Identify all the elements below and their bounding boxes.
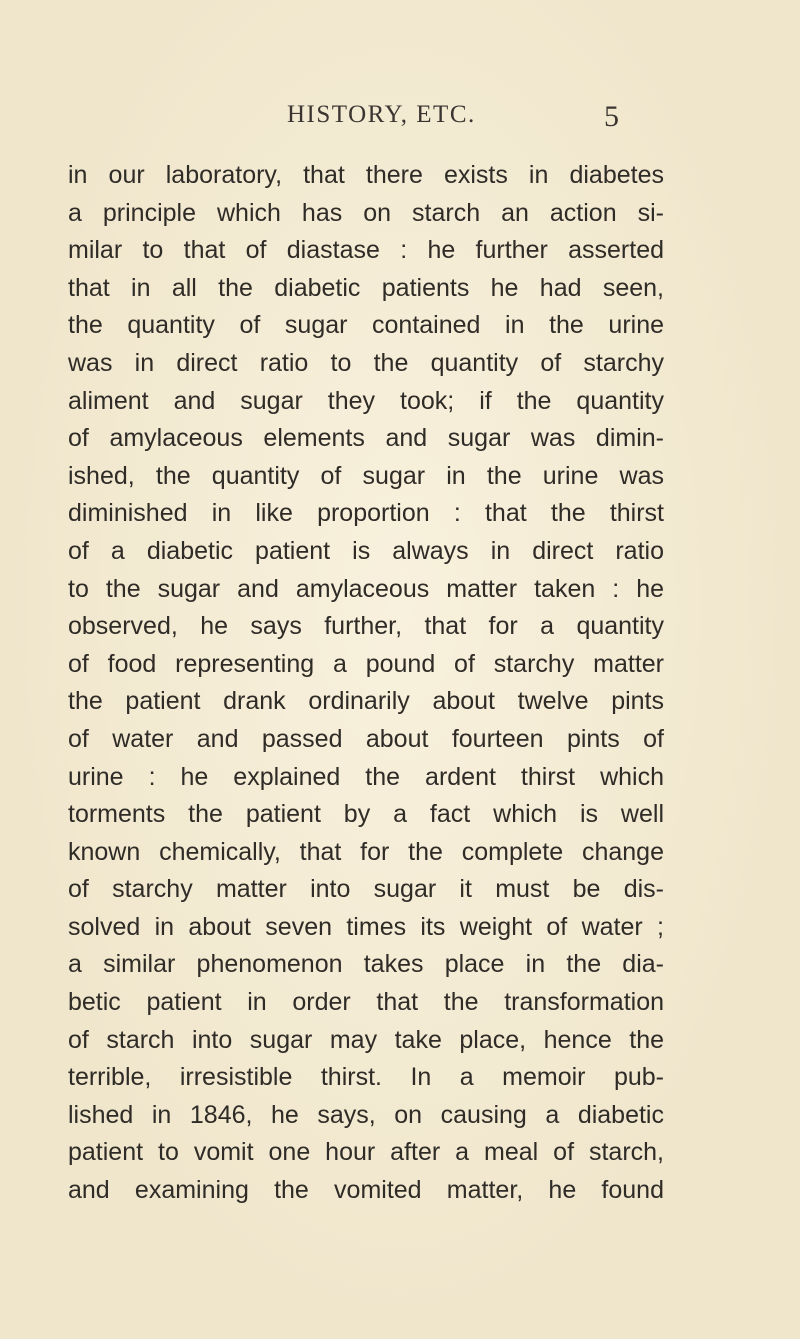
text-line: of starchy matter into sugar it must be dis- — [68, 875, 664, 904]
text-line: a similar phenomenon takes place in the dia- — [68, 950, 664, 979]
text-line: torments the patient by a fact which is well — [68, 800, 664, 829]
text-line: observed, he says further, that for a quantity — [68, 612, 664, 641]
running-head: HISTORY, ETC. — [287, 101, 476, 128]
text-line: betic patient in order that the transformation — [68, 988, 664, 1017]
text-line: to the sugar and amylaceous matter taken : he — [68, 574, 664, 603]
text-line: ished, the quantity of sugar in the urine was — [68, 461, 664, 490]
text-line: that in all the diabetic patients he had seen, — [68, 273, 664, 302]
text-line: the quantity of sugar contained in the urine — [68, 311, 664, 340]
text-line: of food representing a pound of starchy matter — [68, 649, 664, 678]
text-line: a principle which has on starch an action si- — [68, 198, 664, 227]
text-line: solved in about seven times its weight of water ; — [68, 912, 664, 941]
text-line: milar to that of diastase : he further asserted — [68, 236, 664, 265]
text-line: known chemically, that for the complete change — [68, 837, 664, 866]
text-line: of water and passed about fourteen pints of — [68, 724, 664, 753]
text-line: was in direct ratio to the quantity of starchy — [68, 348, 664, 377]
text-line: urine : he explained the ardent thirst which — [68, 762, 664, 791]
text-line: terrible, irresistible thirst. In a memoir pub- — [68, 1063, 664, 1092]
text-line: and examining the vomited matter, he found — [68, 1176, 664, 1205]
text-line: of starch into sugar may take place, hence the — [68, 1025, 664, 1054]
text-line: the patient drank ordinarily about twelve pints — [68, 687, 664, 716]
text-line: in our laboratory, that there exists in diabetes — [68, 161, 664, 189]
text-line: diminished in like proportion : that the thirst — [68, 499, 664, 528]
text-line: lished in 1846, he says, on causing a diabetic — [68, 1100, 664, 1129]
page-number: 5 — [604, 100, 619, 133]
body-text — [68, 157, 664, 1210]
page-header — [0, 100, 800, 140]
text-line: patient to vomit one hour after a meal of starch, — [68, 1138, 664, 1167]
text-line: aliment and sugar they took; if the quantity — [68, 386, 664, 415]
text-line: of amylaceous elements and sugar was dimin- — [68, 424, 664, 453]
text-line: of a diabetic patient is always in direct ratio — [68, 536, 664, 565]
